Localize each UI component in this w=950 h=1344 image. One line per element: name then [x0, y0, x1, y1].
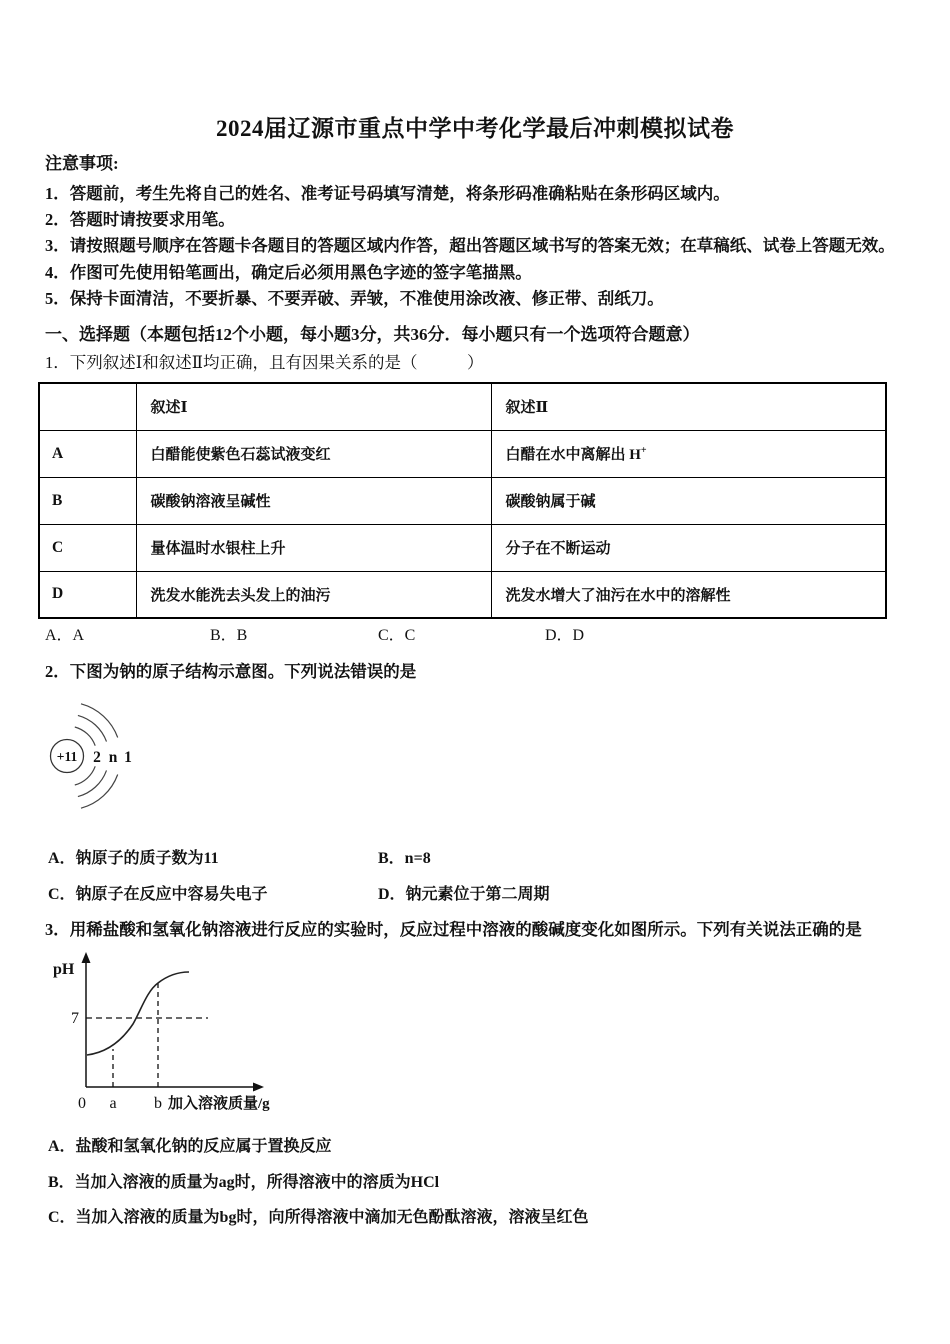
y-tick-7: 7	[71, 1010, 79, 1027]
ph-curve-chart	[35, 948, 365, 1123]
table-row	[39, 477, 886, 524]
table-row	[39, 430, 886, 477]
table-row	[39, 571, 886, 618]
shell1-electron-count: 2	[93, 749, 101, 766]
y-axis-label: pH	[53, 961, 75, 978]
notice-item-1: 1．答题前，考生先将自己的姓名、准考证号码填写清楚，将条形码准确粘贴在条形码区域内。	[45, 184, 730, 203]
table-header-statement1: 叙述Ⅰ	[136, 383, 491, 430]
x-tick-b: b	[154, 1095, 162, 1112]
notice-heading: 注意事项:	[45, 154, 119, 173]
section1-heading: 一、选择题（本题包括12个小题，每小题3分，共36分．每小题只有一个选项符合题意）	[45, 325, 700, 344]
question1-table	[38, 382, 887, 619]
question3-stem: 3．用稀盐酸和氢氧化钠溶液进行反应的实验时，反应过程中溶液的酸碱度变化如图所示。下列有关说法正确的是	[45, 920, 862, 939]
notice-item-4: 4．作图可先使用铅笔画出，确定后必须用黑色字迹的签字笔描黑。	[45, 262, 532, 282]
row-statement2: 碳酸钠属于碱	[491, 477, 886, 524]
row-label: B	[39, 477, 136, 524]
row-statement1: 量体温时水银柱上升	[136, 524, 491, 571]
notice-item-3: 3．请按照题号顺序在答题卡各题目的答题区域内作答，超出答题区域书写的答案无效；在草稿纸、试卷上答题无效。	[45, 236, 895, 256]
q1-option-d: D．D	[545, 627, 585, 644]
row-label: A	[39, 430, 136, 477]
row-statement1: 洗发水能洗去头发上的油污	[136, 571, 491, 618]
superscript-plus: +	[640, 445, 647, 456]
sodium-atom-diagram	[20, 690, 320, 830]
shell3-electron-count: 1	[124, 749, 132, 766]
shell2-arc-lower-icon	[78, 770, 107, 796]
question2-stem: 2．下图为钠的原子结构示意图。下列说法错误的是	[45, 662, 417, 681]
row-statement1: 白醋能使紫色石蕊试液变红	[136, 430, 491, 477]
q1-option-b: B．B	[210, 627, 248, 644]
y-axis-arrow-icon	[82, 952, 91, 963]
q2-option-a: A．钠原子的质子数为11	[48, 850, 219, 867]
x-tick-a: a	[109, 1095, 117, 1112]
ph-curve	[87, 972, 189, 1055]
question1-options	[0, 622, 950, 644]
q3-option-a: A．盐酸和氢氧化钠的反应属于置换反应	[48, 1138, 332, 1155]
notice-section	[45, 149, 925, 312]
row-label: C	[39, 524, 136, 571]
row-label: D	[39, 571, 136, 618]
q3-option-b: B．当加入溶液的质量为ag时，所得溶液中的溶质为HCl	[48, 1174, 440, 1191]
row-statement2	[491, 430, 886, 477]
table-header-statement2: 叙述Ⅱ	[491, 383, 886, 430]
row-statement2: 分子在不断运动	[491, 524, 886, 571]
row-statement1: 碳酸钠溶液呈碱性	[136, 477, 491, 524]
x-axis-arrow-icon	[253, 1083, 264, 1092]
row-statement2: 洗发水增大了油污在水中的溶解性	[491, 571, 886, 618]
table-header-row	[39, 383, 886, 430]
notice-item-2: 2．答题时请按要求用笔。	[45, 210, 235, 230]
q1-option-a: A．A	[45, 627, 85, 644]
table-header-empty	[39, 383, 136, 430]
page-title: 2024届辽源市重点中学中考化学最后冲刺模拟试卷	[216, 116, 734, 141]
question1-stem: 1．下列叙述Ⅰ和叙述Ⅱ均正确，且有因果关系的是（ ）	[45, 353, 484, 372]
question2-options-row2	[0, 881, 950, 905]
shell2-electron-count: n	[108, 749, 118, 766]
q2-option-d: D．钠元素位于第二周期	[378, 886, 550, 903]
q2-option-b: B．n=8	[378, 850, 431, 867]
table-row	[39, 524, 886, 571]
nucleus-charge-label: +11	[56, 749, 78, 764]
x-axis-label: 加入溶液质量/g	[168, 1096, 270, 1112]
q3-option-c: C．当加入溶液的质量为bg时，向所得溶液中滴加无色酚酞溶液，溶液呈红色	[48, 1209, 589, 1226]
q1-option-c: C．C	[378, 627, 416, 644]
q2-option-c: C．钠原子在反应中容易失电子	[48, 886, 268, 903]
shell2-arc-upper-icon	[78, 715, 107, 741]
question2-options-row1	[0, 845, 950, 869]
statement2-text: 白醋在水中离解出 H	[505, 447, 641, 463]
notice-item-5: 5．保持卡面清洁，不要折暴、不要弄破、弄皱，不准使用涂改液、修正带、刮纸刀。	[45, 288, 664, 308]
x-tick-0: 0	[78, 1095, 86, 1112]
